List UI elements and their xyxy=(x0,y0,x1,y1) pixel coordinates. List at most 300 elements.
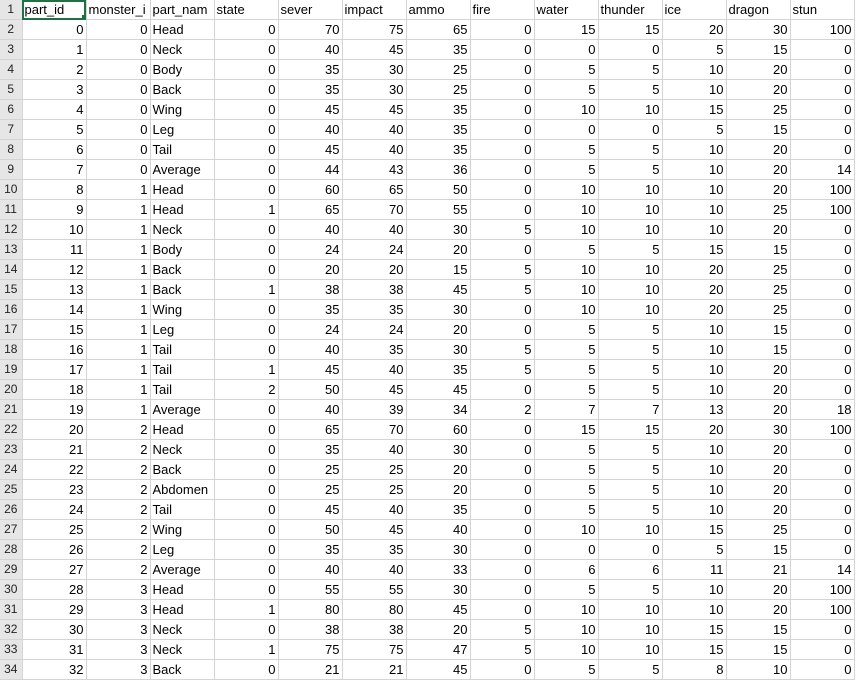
row-header[interactable]: 18 xyxy=(0,340,22,360)
cell[interactable]: 0 xyxy=(86,120,150,140)
cell[interactable]: 0 xyxy=(214,480,278,500)
cell[interactable]: 5 xyxy=(598,320,662,340)
cell[interactable]: 1 xyxy=(86,200,150,220)
cell[interactable]: 5 xyxy=(598,500,662,520)
cell[interactable]: 0 xyxy=(790,100,854,120)
cell[interactable]: Body xyxy=(150,240,214,260)
cell[interactable]: 0 xyxy=(470,560,534,580)
cell[interactable]: 0 xyxy=(214,400,278,420)
cell[interactable]: 10 xyxy=(726,660,790,680)
cell[interactable]: 5 xyxy=(598,60,662,80)
cell[interactable]: 0 xyxy=(790,80,854,100)
cell[interactable]: 3 xyxy=(86,620,150,640)
cell[interactable]: 60 xyxy=(278,180,342,200)
cell[interactable]: 5 xyxy=(470,280,534,300)
cell[interactable]: 6 xyxy=(598,560,662,580)
cell[interactable]: Back xyxy=(150,260,214,280)
cell[interactable]: 35 xyxy=(278,440,342,460)
cell[interactable]: 10 xyxy=(598,180,662,200)
cell[interactable]: 15 xyxy=(726,640,790,660)
cell[interactable]: 15 xyxy=(662,620,726,640)
cell[interactable]: 20 xyxy=(662,260,726,280)
cell[interactable]: 30 xyxy=(406,220,470,240)
cell[interactable]: 0 xyxy=(470,60,534,80)
cell[interactable]: 0 xyxy=(790,500,854,520)
cell[interactable]: 55 xyxy=(342,580,406,600)
header-cell[interactable]: ice xyxy=(662,0,726,20)
row-header[interactable]: 26 xyxy=(0,500,22,520)
row-header[interactable]: 29 xyxy=(0,560,22,580)
cell[interactable]: 35 xyxy=(278,300,342,320)
cell[interactable]: 20 xyxy=(406,320,470,340)
cell[interactable]: 8 xyxy=(662,660,726,680)
cell[interactable]: 0 xyxy=(598,40,662,60)
cell[interactable]: 0 xyxy=(470,240,534,260)
row-header[interactable]: 27 xyxy=(0,520,22,540)
cell[interactable]: 10 xyxy=(598,280,662,300)
cell[interactable]: 25 xyxy=(406,80,470,100)
cell[interactable]: 40 xyxy=(342,440,406,460)
cell[interactable]: Wing xyxy=(150,100,214,120)
cell[interactable]: Head xyxy=(150,200,214,220)
cell[interactable]: 5 xyxy=(534,440,598,460)
cell[interactable]: 45 xyxy=(406,280,470,300)
cell[interactable]: 5 xyxy=(662,120,726,140)
cell[interactable]: 45 xyxy=(278,360,342,380)
cell[interactable]: 100 xyxy=(790,600,854,620)
cell[interactable]: 80 xyxy=(342,600,406,620)
cell[interactable]: 25 xyxy=(278,480,342,500)
cell[interactable]: 45 xyxy=(278,500,342,520)
cell[interactable]: 2 xyxy=(86,560,150,580)
cell[interactable]: 40 xyxy=(342,220,406,240)
cell[interactable]: 0 xyxy=(214,560,278,580)
cell[interactable]: 10 xyxy=(534,620,598,640)
cell[interactable]: 0 xyxy=(470,160,534,180)
cell[interactable]: 50 xyxy=(278,520,342,540)
cell[interactable]: 15 xyxy=(726,120,790,140)
cell[interactable]: 5 xyxy=(662,540,726,560)
cell[interactable]: 31 xyxy=(22,640,86,660)
cell[interactable]: 20 xyxy=(406,480,470,500)
cell[interactable]: 30 xyxy=(406,580,470,600)
cell[interactable]: 21 xyxy=(342,660,406,680)
cell[interactable]: 15 xyxy=(726,620,790,640)
cell[interactable]: Leg xyxy=(150,540,214,560)
cell[interactable]: 0 xyxy=(790,620,854,640)
cell[interactable]: 22 xyxy=(22,460,86,480)
cell[interactable]: 5 xyxy=(534,320,598,340)
cell[interactable]: Neck xyxy=(150,640,214,660)
row-header[interactable]: 30 xyxy=(0,580,22,600)
cell[interactable]: 40 xyxy=(278,120,342,140)
header-cell[interactable]: state xyxy=(214,0,278,20)
cell[interactable]: 70 xyxy=(278,20,342,40)
cell[interactable]: 0 xyxy=(470,100,534,120)
cell[interactable]: 24 xyxy=(278,240,342,260)
cell[interactable]: 50 xyxy=(406,180,470,200)
cell[interactable]: 25 xyxy=(342,480,406,500)
cell[interactable]: 0 xyxy=(214,460,278,480)
cell[interactable]: 0 xyxy=(790,120,854,140)
cell[interactable]: 0 xyxy=(790,640,854,660)
cell[interactable]: 100 xyxy=(790,580,854,600)
row-header[interactable]: 6 xyxy=(0,100,22,120)
cell[interactable]: 35 xyxy=(406,360,470,380)
cell[interactable]: Wing xyxy=(150,520,214,540)
cell[interactable]: 0 xyxy=(534,120,598,140)
cell[interactable]: 0 xyxy=(470,440,534,460)
cell[interactable]: 5 xyxy=(470,640,534,660)
cell[interactable]: 1 xyxy=(214,600,278,620)
cell[interactable]: 0 xyxy=(214,580,278,600)
cell[interactable]: 2 xyxy=(86,540,150,560)
cell[interactable]: 3 xyxy=(86,660,150,680)
cell[interactable]: 0 xyxy=(470,600,534,620)
cell[interactable]: 5 xyxy=(534,480,598,500)
cell[interactable]: 5 xyxy=(534,660,598,680)
cell[interactable]: 2 xyxy=(86,440,150,460)
cell[interactable]: 17 xyxy=(22,360,86,380)
header-cell[interactable]: part_nam xyxy=(150,0,214,20)
cell[interactable]: 10 xyxy=(598,620,662,640)
cell[interactable]: 5 xyxy=(534,380,598,400)
cell[interactable]: 10 xyxy=(598,520,662,540)
cell[interactable]: 39 xyxy=(342,400,406,420)
cell[interactable]: 20 xyxy=(726,60,790,80)
cell[interactable]: 4 xyxy=(22,100,86,120)
row-header[interactable]: 20 xyxy=(0,380,22,400)
cell[interactable]: 10 xyxy=(598,600,662,620)
cell[interactable]: 0 xyxy=(470,80,534,100)
cell[interactable]: 15 xyxy=(662,520,726,540)
cell[interactable]: 65 xyxy=(278,420,342,440)
cell[interactable]: Back xyxy=(150,660,214,680)
cell[interactable]: 1 xyxy=(86,400,150,420)
cell[interactable]: 0 xyxy=(86,80,150,100)
cell[interactable]: 0 xyxy=(790,660,854,680)
cell[interactable]: 10 xyxy=(598,640,662,660)
cell[interactable]: 55 xyxy=(406,200,470,220)
cell[interactable]: 20 xyxy=(726,580,790,600)
cell[interactable]: 0 xyxy=(470,480,534,500)
row-header[interactable]: 11 xyxy=(0,200,22,220)
cell[interactable]: 0 xyxy=(214,60,278,80)
cell[interactable]: 44 xyxy=(278,160,342,180)
cell[interactable]: 1 xyxy=(22,40,86,60)
cell[interactable]: 10 xyxy=(598,200,662,220)
row-header[interactable]: 32 xyxy=(0,620,22,640)
cell[interactable]: 1 xyxy=(86,300,150,320)
cell[interactable]: 100 xyxy=(790,420,854,440)
cell[interactable]: 20 xyxy=(726,500,790,520)
cell[interactable]: 15 xyxy=(534,420,598,440)
cell[interactable]: 20 xyxy=(662,300,726,320)
cell[interactable]: 14 xyxy=(22,300,86,320)
cell[interactable]: 45 xyxy=(278,140,342,160)
cell[interactable]: 36 xyxy=(406,160,470,180)
cell[interactable]: 7 xyxy=(598,400,662,420)
cell[interactable]: 30 xyxy=(406,540,470,560)
cell[interactable]: 0 xyxy=(86,40,150,60)
cell[interactable]: 0 xyxy=(470,580,534,600)
cell[interactable]: 18 xyxy=(790,400,854,420)
cell[interactable]: 24 xyxy=(22,500,86,520)
cell[interactable]: 80 xyxy=(278,600,342,620)
cell[interactable]: 0 xyxy=(534,540,598,560)
cell[interactable]: 30 xyxy=(342,80,406,100)
cell[interactable]: 75 xyxy=(278,640,342,660)
cell[interactable]: 5 xyxy=(470,340,534,360)
cell[interactable]: 25 xyxy=(726,100,790,120)
cell[interactable]: 21 xyxy=(726,560,790,580)
cell[interactable]: 20 xyxy=(662,20,726,40)
cell[interactable]: 26 xyxy=(22,540,86,560)
cell[interactable]: 15 xyxy=(598,420,662,440)
cell[interactable]: 20 xyxy=(726,140,790,160)
cell[interactable]: Neck xyxy=(150,40,214,60)
cell[interactable]: 30 xyxy=(406,300,470,320)
cell[interactable]: 45 xyxy=(406,380,470,400)
cell[interactable]: 1 xyxy=(86,260,150,280)
cell[interactable]: 45 xyxy=(342,380,406,400)
cell[interactable]: 0 xyxy=(470,120,534,140)
cell[interactable]: 15 xyxy=(534,20,598,40)
cell[interactable]: 1 xyxy=(86,280,150,300)
cell[interactable]: 34 xyxy=(406,400,470,420)
cell[interactable]: 5 xyxy=(534,60,598,80)
cell[interactable]: Average xyxy=(150,160,214,180)
cell[interactable]: 10 xyxy=(662,580,726,600)
cell[interactable]: 0 xyxy=(598,540,662,560)
cell[interactable]: 5 xyxy=(598,380,662,400)
cell[interactable]: 0 xyxy=(790,280,854,300)
cell[interactable]: 40 xyxy=(406,520,470,540)
cell[interactable]: 10 xyxy=(662,460,726,480)
cell[interactable]: 10 xyxy=(662,480,726,500)
cell[interactable]: 2 xyxy=(86,500,150,520)
cell[interactable]: 0 xyxy=(214,80,278,100)
cell[interactable]: 40 xyxy=(278,400,342,420)
cell[interactable]: 5 xyxy=(534,240,598,260)
cell[interactable]: 20 xyxy=(726,220,790,240)
cell[interactable]: 47 xyxy=(406,640,470,660)
cell[interactable]: 10 xyxy=(534,640,598,660)
cell[interactable]: 0 xyxy=(214,320,278,340)
cell[interactable]: 0 xyxy=(470,460,534,480)
cell[interactable]: 10 xyxy=(662,60,726,80)
cell[interactable]: 3 xyxy=(86,600,150,620)
cell[interactable]: 6 xyxy=(22,140,86,160)
cell[interactable]: 40 xyxy=(342,360,406,380)
cell[interactable]: 20 xyxy=(726,440,790,460)
cell[interactable]: 1 xyxy=(86,380,150,400)
cell[interactable]: 5 xyxy=(598,360,662,380)
cell[interactable]: 35 xyxy=(342,340,406,360)
cell[interactable]: 5 xyxy=(534,580,598,600)
cell[interactable]: 15 xyxy=(406,260,470,280)
cell[interactable]: 10 xyxy=(534,520,598,540)
cell[interactable]: 30 xyxy=(726,420,790,440)
row-header[interactable]: 17 xyxy=(0,320,22,340)
cell[interactable]: 0 xyxy=(214,180,278,200)
header-cell[interactable]: water xyxy=(534,0,598,20)
cell[interactable]: 0 xyxy=(214,240,278,260)
cell[interactable]: 3 xyxy=(86,580,150,600)
cell[interactable]: 25 xyxy=(22,520,86,540)
cell[interactable]: 33 xyxy=(406,560,470,580)
cell[interactable]: 0 xyxy=(790,40,854,60)
fill-handle[interactable] xyxy=(82,15,87,20)
cell[interactable]: 20 xyxy=(726,380,790,400)
row-header[interactable]: 21 xyxy=(0,400,22,420)
cell[interactable]: 35 xyxy=(278,80,342,100)
cell[interactable]: 25 xyxy=(278,460,342,480)
cell[interactable]: Tail xyxy=(150,140,214,160)
cell[interactable]: 0 xyxy=(790,540,854,560)
cell[interactable]: 21 xyxy=(278,660,342,680)
cell[interactable]: 0 xyxy=(470,40,534,60)
cell[interactable]: 10 xyxy=(598,100,662,120)
cell[interactable]: Tail xyxy=(150,340,214,360)
cell[interactable]: 19 xyxy=(22,400,86,420)
cell[interactable]: 0 xyxy=(86,60,150,80)
cell[interactable]: 0 xyxy=(470,500,534,520)
cell[interactable]: Back xyxy=(150,280,214,300)
cell[interactable]: 10 xyxy=(534,600,598,620)
cell[interactable]: 0 xyxy=(214,540,278,560)
cell[interactable]: 0 xyxy=(470,380,534,400)
row-header[interactable]: 34 xyxy=(0,660,22,680)
cell[interactable]: 2 xyxy=(86,520,150,540)
cell[interactable]: 15 xyxy=(726,40,790,60)
cell[interactable]: 25 xyxy=(726,300,790,320)
cell[interactable]: 5 xyxy=(534,460,598,480)
cell[interactable]: 10 xyxy=(534,220,598,240)
cell[interactable]: 2 xyxy=(86,460,150,480)
cell[interactable]: 0 xyxy=(534,40,598,60)
cell[interactable]: 20 xyxy=(726,80,790,100)
cell[interactable]: 75 xyxy=(342,640,406,660)
cell[interactable]: 10 xyxy=(662,320,726,340)
cell[interactable]: 28 xyxy=(22,580,86,600)
cell[interactable]: 0 xyxy=(214,120,278,140)
cell[interactable]: 10 xyxy=(662,440,726,460)
cell[interactable]: 35 xyxy=(406,40,470,60)
row-header[interactable]: 8 xyxy=(0,140,22,160)
cell[interactable]: 9 xyxy=(22,200,86,220)
cell[interactable]: 75 xyxy=(342,20,406,40)
cell[interactable]: Back xyxy=(150,80,214,100)
cell[interactable]: 24 xyxy=(342,320,406,340)
cell[interactable]: 20 xyxy=(662,420,726,440)
cell[interactable]: Head xyxy=(150,580,214,600)
cell[interactable]: Head xyxy=(150,600,214,620)
cell[interactable]: 0 xyxy=(214,40,278,60)
header-cell[interactable]: impact xyxy=(342,0,406,20)
cell[interactable]: 0 xyxy=(214,420,278,440)
cell[interactable]: 5 xyxy=(598,240,662,260)
cell[interactable]: 40 xyxy=(278,220,342,240)
cell[interactable]: 10 xyxy=(662,500,726,520)
cell[interactable]: 20 xyxy=(662,280,726,300)
row-header[interactable]: 2 xyxy=(0,20,22,40)
cell[interactable]: Head xyxy=(150,20,214,40)
cell[interactable]: 5 xyxy=(598,80,662,100)
cell[interactable]: 100 xyxy=(790,20,854,40)
row-header[interactable]: 16 xyxy=(0,300,22,320)
cell[interactable]: 20 xyxy=(726,480,790,500)
cell[interactable]: 1 xyxy=(214,360,278,380)
row-header[interactable]: 9 xyxy=(0,160,22,180)
cell[interactable]: 35 xyxy=(342,540,406,560)
cell[interactable]: 38 xyxy=(342,280,406,300)
cell[interactable]: 0 xyxy=(470,520,534,540)
cell[interactable]: 24 xyxy=(342,240,406,260)
cell[interactable]: 5 xyxy=(534,160,598,180)
cell[interactable]: 10 xyxy=(534,260,598,280)
cell[interactable]: 35 xyxy=(278,60,342,80)
cell[interactable]: 20 xyxy=(406,460,470,480)
cell[interactable]: 0 xyxy=(470,300,534,320)
cell[interactable]: 5 xyxy=(534,140,598,160)
cell[interactable]: 45 xyxy=(342,100,406,120)
cell[interactable]: 0 xyxy=(470,540,534,560)
cell[interactable]: 1 xyxy=(86,220,150,240)
cell[interactable]: 0 xyxy=(86,100,150,120)
cell[interactable]: 30 xyxy=(406,340,470,360)
row-header[interactable]: 22 xyxy=(0,420,22,440)
cell[interactable]: 24 xyxy=(278,320,342,340)
cell[interactable]: 10 xyxy=(22,220,86,240)
cell[interactable]: 0 xyxy=(470,660,534,680)
cell[interactable]: 0 xyxy=(790,320,854,340)
cell[interactable]: 0 xyxy=(790,220,854,240)
cell[interactable]: 0 xyxy=(214,260,278,280)
row-header[interactable]: 33 xyxy=(0,640,22,660)
cell[interactable]: 15 xyxy=(662,100,726,120)
cell[interactable]: 11 xyxy=(22,240,86,260)
cell[interactable]: 0 xyxy=(86,160,150,180)
cell[interactable]: 0 xyxy=(86,140,150,160)
cell[interactable]: 1 xyxy=(214,280,278,300)
cell[interactable]: Tail xyxy=(150,360,214,380)
cell[interactable]: 6 xyxy=(534,560,598,580)
cell[interactable]: 25 xyxy=(726,200,790,220)
cell[interactable]: 0 xyxy=(790,440,854,460)
cell[interactable]: 10 xyxy=(662,380,726,400)
cell[interactable]: 0 xyxy=(790,60,854,80)
cell[interactable]: 0 xyxy=(470,320,534,340)
cell[interactable]: 5 xyxy=(470,360,534,380)
cell[interactable]: 25 xyxy=(406,60,470,80)
cell[interactable]: 10 xyxy=(598,300,662,320)
cell[interactable]: 0 xyxy=(214,140,278,160)
cell[interactable]: 0 xyxy=(790,300,854,320)
cell[interactable]: 100 xyxy=(790,180,854,200)
row-header[interactable]: 15 xyxy=(0,280,22,300)
cell[interactable]: 20 xyxy=(22,420,86,440)
cell[interactable]: 45 xyxy=(406,660,470,680)
cell[interactable]: 35 xyxy=(406,500,470,520)
row-header[interactable]: 4 xyxy=(0,60,22,80)
cell[interactable]: 15 xyxy=(662,240,726,260)
cell[interactable]: 0 xyxy=(790,240,854,260)
cell[interactable]: 0 xyxy=(790,380,854,400)
row-header[interactable]: 5 xyxy=(0,80,22,100)
cell[interactable]: 11 xyxy=(662,560,726,580)
cell[interactable]: 1 xyxy=(214,200,278,220)
